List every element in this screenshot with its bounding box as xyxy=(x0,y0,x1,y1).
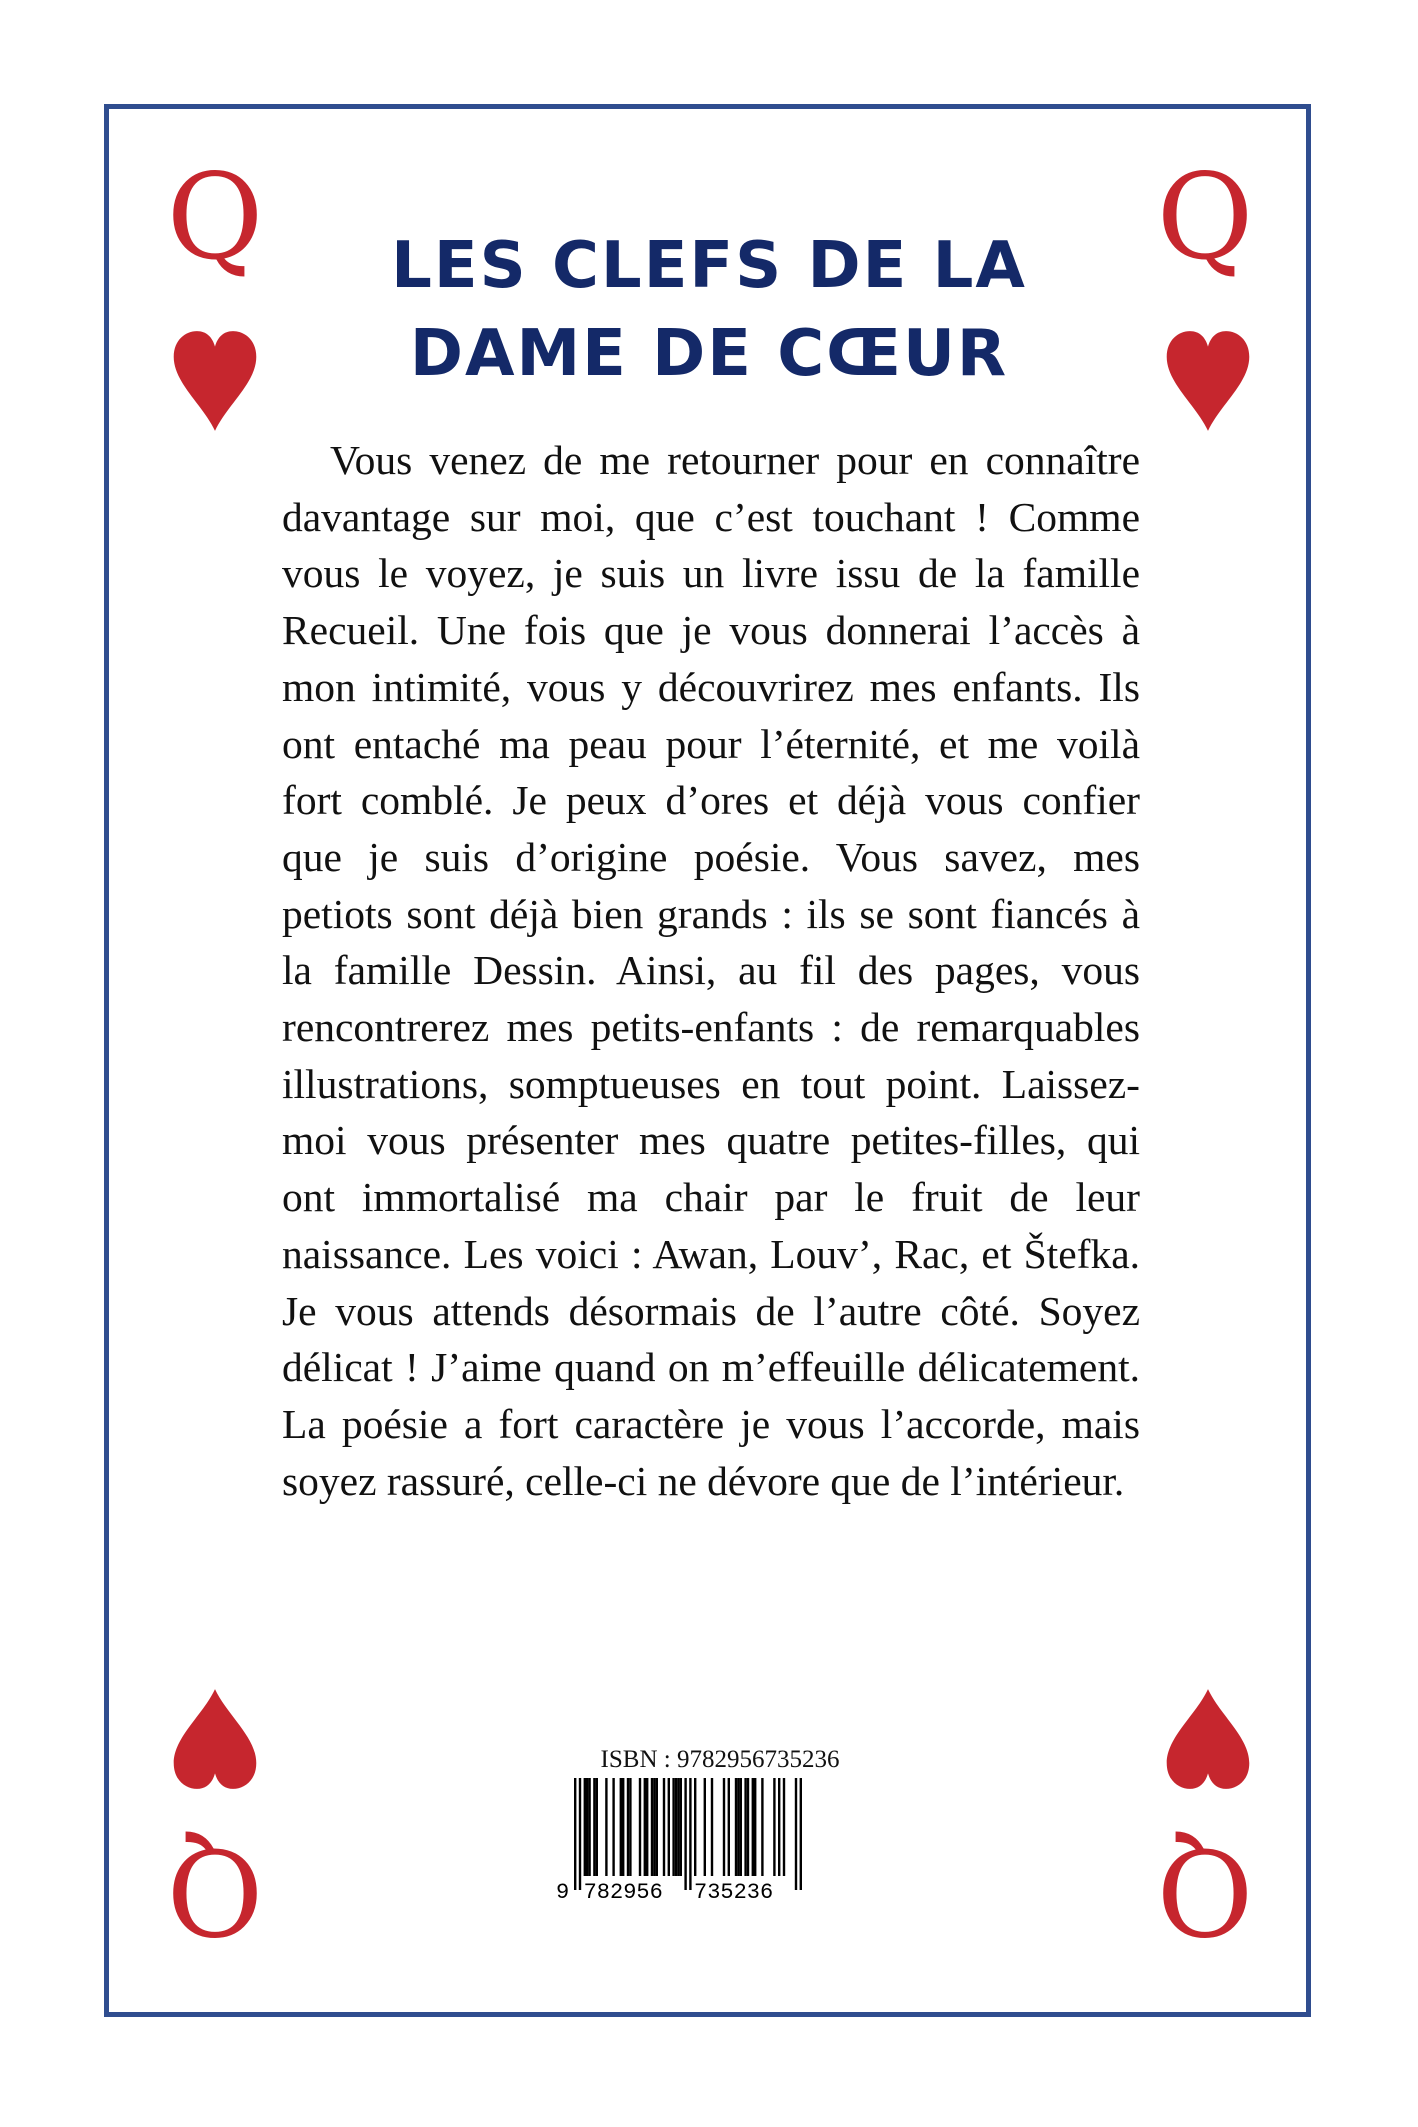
barcode-bar xyxy=(612,1778,614,1876)
heart-icon xyxy=(1165,1684,1251,1794)
barcode-bar xyxy=(644,1778,646,1876)
book-title-line-1: LES CLEFS DE LA xyxy=(391,229,1027,303)
barcode-bar xyxy=(728,1778,730,1876)
barcode-bar xyxy=(605,1778,607,1876)
barcode-digits: 9 xyxy=(556,1880,570,1902)
barcode-bar xyxy=(663,1778,665,1876)
barcode-bar xyxy=(668,1778,670,1876)
barcode-bar xyxy=(579,1778,581,1890)
barcode-bar xyxy=(646,1778,648,1876)
corner-letter-top-right: Q xyxy=(1156,148,1254,286)
book-title-line-2: DAME DE CŒUR xyxy=(409,317,1009,391)
barcode-bar xyxy=(783,1778,785,1876)
barcode-bar xyxy=(689,1778,691,1890)
barcode-bar xyxy=(680,1778,682,1876)
barcode-bar xyxy=(588,1778,590,1876)
barcode-bar xyxy=(584,1778,586,1876)
barcode-bar xyxy=(704,1778,706,1876)
barcode-bar xyxy=(622,1778,624,1876)
barcode-bar xyxy=(711,1778,713,1876)
barcode-bar xyxy=(694,1778,696,1876)
barcode-bar xyxy=(740,1778,742,1876)
barcode-bar xyxy=(773,1778,775,1876)
barcode-digits: 782956 xyxy=(583,1880,663,1902)
barcode-bar xyxy=(596,1778,598,1876)
barcode-bar xyxy=(639,1778,641,1876)
barcode-digits: 735236 xyxy=(694,1880,774,1902)
barcode-bar xyxy=(752,1778,754,1876)
book-title xyxy=(200,222,1218,398)
heart-icon xyxy=(172,1684,258,1794)
corner-letter-top-left: Q xyxy=(166,148,264,286)
barcode-bar xyxy=(656,1778,658,1876)
barcode-bar xyxy=(627,1778,629,1876)
barcode-bar xyxy=(744,1778,746,1876)
barcode-bar xyxy=(593,1778,595,1876)
barcode-bar xyxy=(761,1778,763,1876)
barcode-bar xyxy=(684,1778,686,1890)
barcode-bar xyxy=(778,1778,780,1876)
barcode-bar xyxy=(574,1778,576,1890)
barcode-bar xyxy=(675,1778,677,1876)
back-cover-blurb: Vous venez de me retourner pour en connaître davantage sur moi, que c’est touchant ! Comme vous le voyez, je suis un livre issu de la famille Recueil. Une fois que je vous donnerai l’accès à mon intimité, vous y découvrirez mes enfants. Ils ont entaché ma peau pour l’éternité, et me voilà fort comblé. Je peux d’ores et déjà vous confier que je suis d’origine poésie. Vous savez, mes petiots sont déjà bien grands : ils se sont fiancés à la famille Dessin. Ainsi, au fil des pages, vous rencontrerez mes petits-enfants : de remarquables illustrations, somptueuses en tout point. Laissez-moi vous présenter mes quatre petites-filles, qui ont immortalisé ma chair par le fruit de leur naissance. Les voici : Awan, Louv’, Rac, et Štefka. Je vous attends désormais de l’autre côté. Soyez délicat ! J’aime quand on m’effeuille délicatement. La poésie a fort caractère je vous l’accorde, mais soyez rassuré, celle-ci ne dévore que de l’intérieur. xyxy=(282,437,1140,1504)
corner-letter-bottom-left: Q xyxy=(166,1822,264,1960)
isbn-label: ISBN : 9782956735236 xyxy=(600,1746,840,1773)
barcode-bar xyxy=(586,1778,588,1876)
corner-letter-bottom-right: Q xyxy=(1156,1822,1254,1960)
barcode-bar xyxy=(677,1778,679,1876)
barcode-bar xyxy=(735,1778,737,1876)
barcode xyxy=(550,1778,840,1902)
barcode-bar xyxy=(723,1778,725,1876)
barcode-bar xyxy=(672,1778,674,1876)
barcode-bar xyxy=(754,1778,756,1876)
barcode-bar xyxy=(795,1778,797,1890)
barcode-bar xyxy=(747,1778,749,1876)
barcode-bar xyxy=(737,1778,739,1876)
barcode-bar xyxy=(651,1778,653,1876)
barcode-bar xyxy=(629,1778,631,1876)
barcode-bar xyxy=(620,1778,622,1876)
barcode-bar xyxy=(800,1778,802,1890)
barcode-bar xyxy=(653,1778,655,1876)
